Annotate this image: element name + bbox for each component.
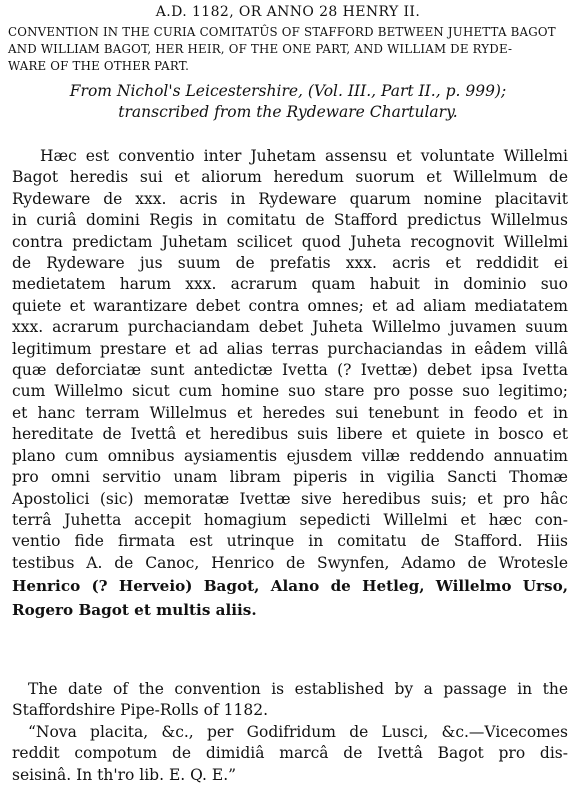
title-line: CONVENTION IN THE CURIA COMITATÛS OF STAFFORD BETWEEN JUHETTA BAGOT [8,25,556,39]
body-line: testibus A. de Canoc, Henrico de Swynfen, Adamo de Wrotesle [12,553,568,572]
source-line: From Nichol's Leicestershire, (Vol. III., Part II., p. 999); [69,82,507,100]
title-line: AND WILLIAM BAGOT, HER HEIR, OF THE ONE PART, AND WILLIAM DE RYDE- [8,42,513,56]
body-line: Apostolici (sic) memoratæ Ivettæ sive heredibus suis; et pro hâc [12,489,568,508]
body-line: contra predictam Juhetam scilicet quod Juheta recognovit Willelmi [12,232,568,251]
body-line: ventio fide firmata est utrinque in comitatu de Stafford. Hiis [12,532,568,551]
dating-note [12,679,568,786]
body-line: quiete et warantizare debet contra omnes; et ad aliam mediatatem [12,296,568,315]
note-line: Staffordshire Pipe-Rolls of 1182. [12,701,269,720]
convention-title [8,24,570,75]
body-line: quæ deforciatæ sunt antedictæ Ivetta (? Ivettæ) debet ipsa Ivetta [12,361,568,380]
body-line: de Rydeware jus suum de prefatis xxx. acris et reddidit ei [12,254,568,273]
note-line: reddit compotum de dimidiâ marcâ de Ivettâ Bagot pro dis- [12,744,568,763]
note-line: “Nova placita, &c., per Godifridum de Lusci, &c.—Vicecomes [28,722,568,741]
note-line: The date of the convention is established by a passage in the [28,680,568,698]
body-line: Rogero Bagot et multis aliis. [12,600,257,619]
body-line: Hæc est conventio inter Juhetam assensu et voluntate Willelmi [40,147,568,165]
body-line: pro omni servitio unam libram piperis in vigilia Sancti Thomæ [12,468,568,487]
date-line: A.D. 1182, OR ANNO 28 HENRY II. [155,4,421,20]
body-line: Henrico (? Herveio) Bagot, Alano de Hetleg, Willelmo Urso, [12,577,568,596]
body-line: medietatem harum xxx. acrarum quam habuit in dominio suo [12,275,568,294]
body-line: et hanc terram Willelmus et heredes sui tenebunt in feodo et in [12,403,568,422]
note-line: seisinâ. In th'ro lib. E. Q. E.” [12,765,237,784]
source-line: transcribed from the Rydeware Chartulary. [118,103,458,121]
body-line: legitimum prestare et ad alias terras purchaciandas in eâdem villâ [12,339,568,358]
latin-convention-text [12,146,568,621]
title-line: WARE OF THE OTHER PART. [8,59,190,73]
body-line: hereditate de Ivettâ et heredibus suis libere et quiete in bosco et [12,425,568,444]
body-line: plano cum omnibus aysiamentis ejusdem villæ reddendo annuatim [12,446,568,465]
source-citation [0,81,576,123]
body-line: terrâ Juhetta accepit homagium sepedicti Willelmi et hæc con- [12,510,568,529]
body-line: in curiâ domini Regis in comitatu de Stafford predictus Willelmus [12,211,568,230]
body-line: Rydeware de xxx. acris in Rydeware quarum nomine placitavit [12,189,568,208]
body-line: cum Willelmo sicut cum homine suo stare pro posse suo legitimo; [12,382,568,401]
body-line: Bagot heredis sui et aliorum heredum suorum et Willelmum de [12,168,568,187]
body-line: xxx. acrarum purchaciandam debet Juheta Willelmo juvamen suum [12,318,568,337]
